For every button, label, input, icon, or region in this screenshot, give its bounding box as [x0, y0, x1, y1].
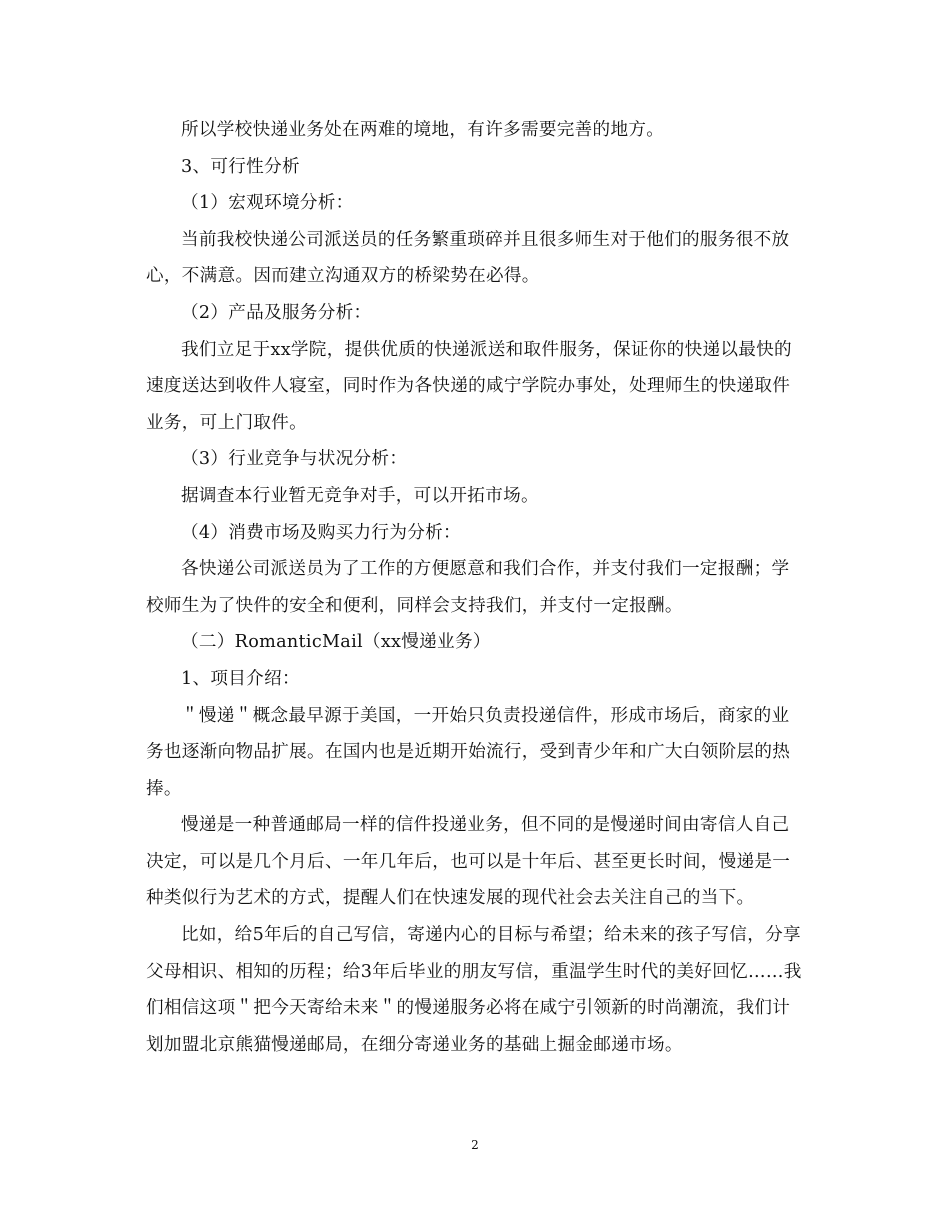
paragraph-product-service: 我们立足于xx学院，提供优质的快递派送和取件服务，保证你的快递以最快的速度送达到收件人寝室，同时作为各快递的咸宁学院办事处，处理师生的快递取件业务，可上门取件。 [146, 339, 792, 433]
subheading-macro-environment: （1）宏观环境分析： [181, 193, 354, 214]
section-heading-project-intro: 1、项目介绍： [181, 668, 300, 689]
section-heading-romantic-mail: （二）RomanticMail（xx慢递业务） [181, 632, 491, 653]
subheading-consumer-market: （4）消费市场及购买力行为分析： [181, 522, 461, 543]
paragraph-slow-mail-examples: 比如，给5年后的自己写信，寄递内心的目标与希望；给未来的孩子写信，分享父母相识、相知的历程；给3年后毕业的朋友写信，重温学生时代的美好回忆……我们相信这项＂把今天寄给未来＂的慢递服务必将在咸宁引领新的时尚潮流，我们计划加盟北京熊猫慢递邮局，在细分寄递业务的基础上掘金邮递市场。 [146, 925, 802, 1055]
page-number: 2 [471, 1138, 479, 1152]
paragraph-slow-mail-definition: 慢递是一种普通邮局一样的信件投递业务，但不同的是慢递时间由寄信人自己决定，可以是几个月后、一年几年后，也可以是十年后、甚至更长时间，慢递是一种类似行为艺术的方式，提醒人们在快速发展的现代社会去关注自己的当下。 [146, 815, 791, 909]
subheading-competition: （3）行业竞争与状况分析： [181, 449, 408, 470]
paragraph-competition: 据调查本行业暂无竞争对手，可以开拓市场。 [181, 485, 539, 506]
paragraph-consumer-market: 各快递公司派送员为了工作的方便愿意和我们合作，并支付我们一定报酬；学校师生为了快件的安全和便利，同样会支持我们，并支付一定报酬。 [146, 559, 790, 616]
section-heading-feasibility: 3、可行性分析 [181, 156, 300, 177]
paragraph-1: 所以学校快递业务处在两难的境地，有许多需要完善的地方。 [181, 120, 665, 140]
document-body [146, 112, 806, 1063]
paragraph-slow-mail-origin: ＂慢递＂概念最早源于美国，一开始只负责投递信件，形成市场后，商家的业务也逐渐向物品扩展。在国内也是近期开始流行，受到青少年和广大白领阶层的热捧。 [146, 705, 791, 799]
subheading-product-service: （2）产品及服务分析： [181, 302, 372, 323]
paragraph-macro-environment: 当前我校快递公司派送员的任务繁重琐碎并且很多师生对于他们的服务很不放心，不满意。因而建立沟通双方的桥梁势在必得。 [146, 229, 790, 287]
